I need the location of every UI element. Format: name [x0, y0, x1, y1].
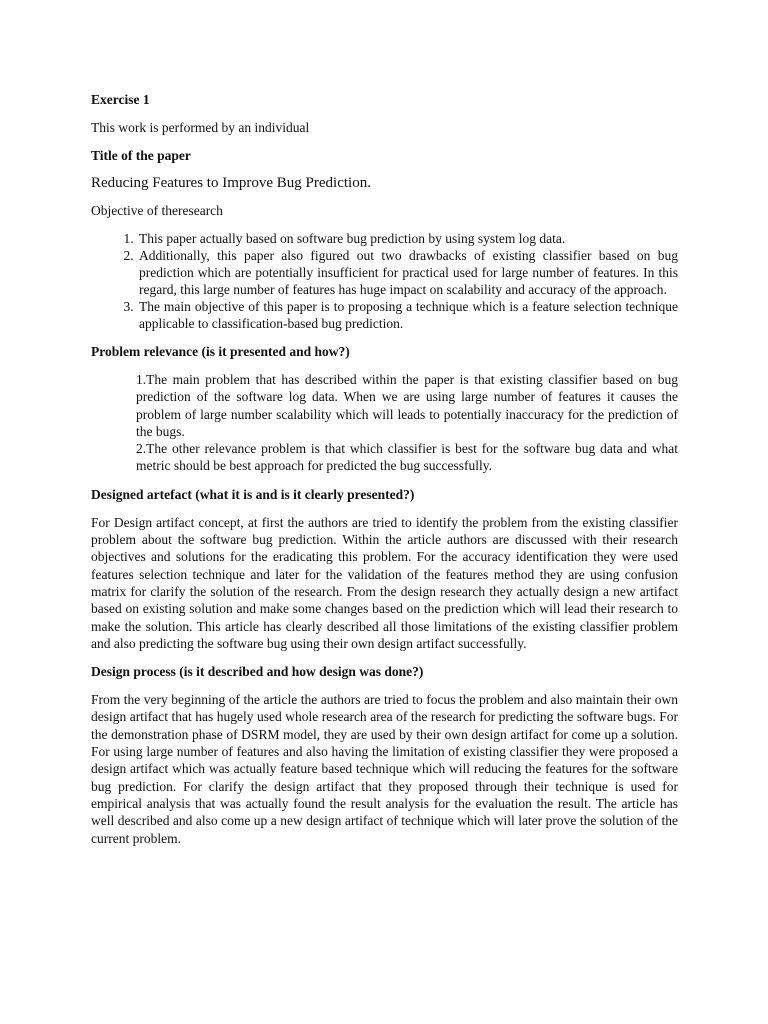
objective-heading: Objective of theresearch — [91, 203, 223, 218]
artefact-heading: Designed artefact (what it is and is it clearly presented?) — [91, 486, 415, 502]
objective-item: 2. Additionally, this paper also figured out two drawbacks of existing classifier based on bug prediction which are potentially insufficient for practical used for large number of features. In this regard, this large number of features has huge impact on scalability and accuracy of the approach. — [137, 247, 678, 298]
exercise-heading: Exercise 1 — [91, 92, 150, 107]
artefact-paragraph: For Design artifact concept, at first the authors are tried to identify the problem from the existing classifier problem about the software bug prediction. Within the article authors are discussed with their research objectives and solutions for the eradicating this problem. For the accuracy identification they were used features selection technique and later for the validation of the features method they are using confusion matrix for clarify the solution of the research. From the design research they actually design a new artifact based on existing solution and make some changes based on the prediction which will lead their research to make the solution. This article has clearly described all those limitations of the existing classifier problem and also predicting the software bug using their own design artifact successfully. — [91, 514, 678, 651]
paper-title: Reducing Features to Improve Bug Prediction. — [91, 175, 371, 191]
problem-points — [91, 371, 678, 475]
problem-point: 2.The other relevance problem is that which classifier is best for the software bug data and what metric should be best approach for predicted the bug successfully. — [136, 441, 678, 474]
objective-item: 3. The main objective of this paper is to proposing a technique which is a feature selection technique applicable to classification-based bug prediction. — [137, 298, 678, 332]
document-page — [91, 91, 678, 847]
performed-by-text: This work is performed by an individual — [91, 120, 310, 135]
problem-point: 1.The main problem that has described within the paper is that existing classifier based on bug prediction of the software log data. When we are using large number of features it causes the problem of large number scalability which will leads to potentially inaccuracy for the prediction of the bugs. — [136, 372, 678, 439]
process-heading: Design process (is it described and how design was done?) — [91, 664, 424, 680]
title-heading: Title of the paper — [91, 148, 191, 163]
objective-item: 1. This paper actually based on software bug prediction by using system log data. — [137, 230, 678, 247]
objectives-list — [91, 230, 678, 332]
process-paragraph: From the very beginning of the article the authors are tried to focus the problem and also maintain their own design artifact that has hugely used whole research area of the research for predicting the software bugs. For the demonstration phase of DSRM model, they are used by their own design artifact for come up a solution. For using large number of features and also having the limitation of existing classifier they were proposed a design artifact which was actually feature based technique which will reducing the features for the software bug prediction. For clarify the design artifact that they proposed through their technique is used for empirical analysis that was actually found the result analysis for the evaluation the result. The article has well described and also come up a new design artifact of technique which will later prove the solution of the current problem. — [91, 692, 678, 846]
problem-heading: Problem relevance (is it presented and how?) — [91, 344, 350, 359]
